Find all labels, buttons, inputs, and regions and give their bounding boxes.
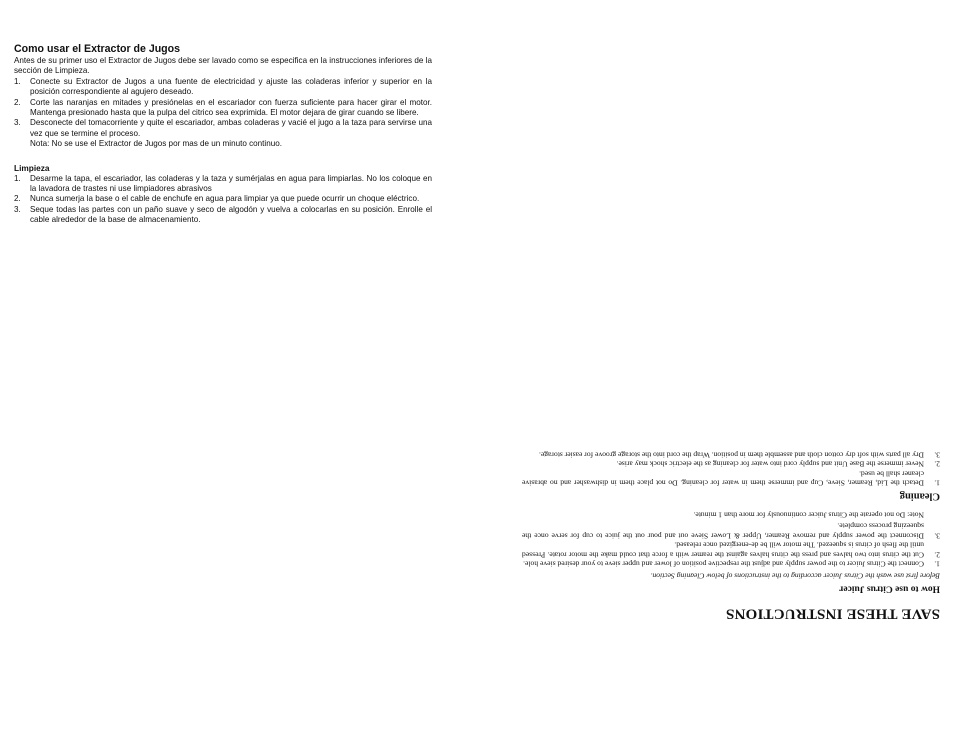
spanish-cleaning-step bbox=[14, 194, 432, 204]
step-number: 1. bbox=[934, 479, 940, 488]
english-intro: Before first use wash the Citrus Juicer according to the instructions of below Cleaning Section. bbox=[650, 571, 940, 581]
step-number: 1. bbox=[14, 76, 21, 86]
spanish-note: Nota: No se use el Extractor de Jugos por mas de un minuto continuo. bbox=[30, 139, 282, 149]
step-text: Dry all parts with soft dry cotton cloth and assemble them in position. Wrap the cord into the storage groove for easier storage. bbox=[538, 450, 924, 460]
english-cleaning-step bbox=[522, 450, 940, 460]
english-instructions-rotated bbox=[522, 450, 940, 622]
english-steps bbox=[522, 522, 940, 570]
step-number: 2. bbox=[934, 550, 940, 560]
spanish-steps bbox=[14, 77, 432, 139]
step-text: Nunca sumerja la base o el cable de enchufe en agua para limpiar ya que puede ocurrir un choque eléctrico. bbox=[30, 194, 420, 204]
english-cleaning-step bbox=[522, 469, 940, 488]
spanish-instructions bbox=[14, 43, 432, 226]
english-step bbox=[522, 522, 940, 541]
spanish-cleaning-step bbox=[14, 174, 432, 195]
spanish-step bbox=[14, 98, 432, 119]
spanish-intro: Antes de su primer uso el Extractor de Jugos debe ser lavado como se especifica en la instrucciones inferiores de la sección de Limpieza. bbox=[14, 56, 432, 76]
step-text: Seque todas las partes con un paño suave y seco de algodón y vuelva a colocarlas en su posición. Enrolle el cable alrededor de la base de almacenamiento. bbox=[30, 204, 432, 225]
save-instructions-heading: SAVE THESE INSTRUCTIONS bbox=[725, 605, 940, 622]
step-number: 3. bbox=[14, 118, 21, 128]
step-number: 3. bbox=[934, 531, 940, 541]
english-step bbox=[522, 541, 940, 560]
english-cleaning-title: Cleaning bbox=[899, 491, 940, 502]
step-text: Conecte su Extractor de Jugos a una fuente de electricidad y ajuste las coladeras inferior y superior en la posición correspondiente al agujero deseado. bbox=[30, 76, 432, 97]
step-text: Cut the citrus into two halves and press the citrus halves against the reamer with a force that could make the motor rotate. Pressed until the flesh of citrus is squeezed. The motor will be de-energized once released. bbox=[522, 541, 924, 560]
step-text: Detach the Lid, Reamer, Sieve, Cup and immerse them in water for cleaning. Do not place them in dishwasher and no abrasive cleaner shall be used. bbox=[522, 469, 924, 488]
step-text: Desconecte del tomacorriente y quite el escariador, ambas coladeras y vacié el jugo a la taza para servirse una vez que se termine el proceso. bbox=[30, 118, 432, 138]
step-number: 3. bbox=[14, 204, 21, 214]
spanish-title: Como usar el Extractor de Jugos bbox=[14, 43, 181, 55]
spanish-cleaning-title: Limpieza bbox=[14, 162, 50, 173]
spanish-cleaning-step bbox=[14, 205, 432, 226]
spanish-step bbox=[14, 77, 432, 98]
english-cleaning-steps bbox=[522, 450, 940, 488]
step-number: 1. bbox=[14, 173, 21, 183]
step-number: 1. bbox=[934, 560, 940, 569]
step-text: Never immerse the Base Unit and supply cord into water for cleaning as the electric shock may arise. bbox=[616, 460, 924, 469]
english-step bbox=[522, 560, 940, 570]
step-number: 2. bbox=[934, 460, 940, 469]
step-text: Corte las naranjas en mitades y presiónelas en el escariador con fuerza suficiente para hacer girar el motor. Mantenga presionado hasta que la pulpa del citrico sea exprimida. El motor dejara de girar cuando se libere. bbox=[30, 97, 432, 118]
english-title: How to use Citrus Juicer bbox=[839, 583, 940, 594]
spanish-cleaning-steps bbox=[14, 174, 432, 226]
step-number: 3. bbox=[934, 450, 940, 460]
step-number: 2. bbox=[14, 97, 21, 107]
step-text: Connect the Citrus Juicer to the power supply and adjust the respective position of lower and upper sieve to your desired sieve hole. bbox=[523, 560, 924, 569]
english-note: Note: Do not operate the Citrus Juicer continuously for more than 1 minute. bbox=[693, 510, 924, 520]
step-text: Desarme la tapa, el escariador, las coladeras y la taza y sumérjalas en agua para limpiarlas. No los coloque en la lavadora de trastes ni use limpiadores abrasivos bbox=[30, 173, 432, 194]
spanish-step bbox=[14, 118, 432, 139]
english-cleaning-step bbox=[522, 460, 940, 470]
step-number: 2. bbox=[14, 194, 21, 204]
step-text: Disconnect the power supply and remove Reamer, Upper & Lower Sieve out and pour out the juice to cup for serve once the squeezing process complete. bbox=[522, 522, 924, 541]
